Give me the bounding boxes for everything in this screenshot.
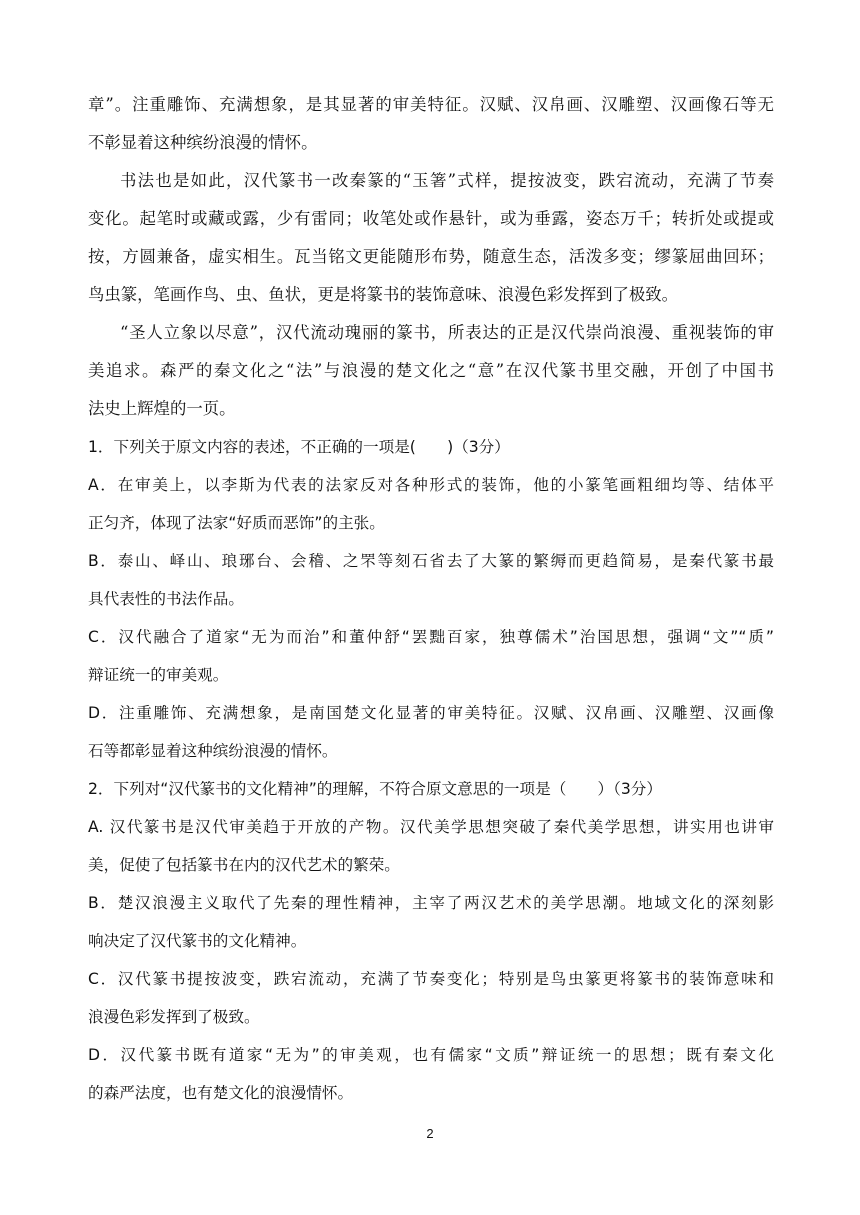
text-line: 不彰显着这种缤纷浪漫的情怀。 — [88, 133, 318, 152]
text-line: 按，方圆兼备，虚实相生。瓦当铭文更能随形布势，随意生态，活泼多变；缪篆屈曲回环； — [88, 247, 774, 266]
question-stem: 1．下列关于原文内容的表述，不正确的一项是( )（3分） — [88, 438, 510, 456]
option-line: A. 汉代篆书是汉代审美趋于开放的产物。汉代美学思想突破了秦代美学思想，讲实用也讲审 — [88, 818, 774, 836]
option-line: 具代表性的书法作品。 — [88, 590, 244, 608]
passage-paragraph-1 — [88, 86, 774, 162]
option-c — [88, 960, 774, 1036]
question-stem: 2．下列对“汉代篆书的文化精神”的理解，不符合原文意思的一项是（ ）（3分） — [88, 780, 662, 798]
text-line: 法史上辉煌的一页。 — [88, 399, 236, 418]
option-line: 正匀齐，体现了法家“好质而恶饰”的主张。 — [88, 514, 385, 532]
option-line: A．在审美上，以李斯为代表的法家反对各种形式的装饰，他的小篆笔画粗细均等、结体平 — [88, 476, 774, 494]
text-line: 美追求。森严的秦文化之“法”与浪漫的楚文化之“意”在汉代篆书里交融，开创了中国书 — [88, 361, 774, 380]
text-line: 变化。起笔时或藏或露，少有雷同；收笔处或作悬针，或为垂露，姿态万千；转折处或提或 — [88, 209, 774, 228]
text-line: 鸟虫篆，笔画作鸟、虫、鱼状，更是将篆书的装饰意味、浪漫色彩发挥到了极致。 — [88, 285, 679, 304]
option-line: 的森严法度，也有楚文化的浪漫情怀。 — [88, 1084, 354, 1102]
option-line: D．汉代篆书既有道家“无为”的审美观，也有儒家“文质”辩证统一的思想；既有秦文化 — [88, 1046, 774, 1064]
text-line: “圣人立象以尽意”，汉代流动瑰丽的篆书，所表达的正是汉代崇尚浪漫、重视装饰的审 — [120, 323, 774, 342]
option-line: B．泰山、峄山、琅琊台、会稽、之罘等刻石省去了大篆的繁缛而更趋简易，是秦代篆书最 — [88, 552, 774, 570]
option-line: C．汉代篆书提按波变，跌宕流动，充满了节奏变化；特别是鸟虫篆更将篆书的装饰意味和 — [88, 970, 774, 988]
option-line: 浪漫色彩发挥到了极致。 — [88, 1008, 260, 1026]
option-line: 辩证统一的审美观。 — [88, 666, 229, 684]
page-number: 2 — [426, 1126, 434, 1141]
option-c — [88, 618, 774, 694]
option-line: B．楚汉浪漫主义取代了先秦的理性精神，主宰了两汉艺术的美学思潮。地域文化的深刻影 — [88, 894, 774, 912]
option-a — [88, 466, 774, 542]
question-2 — [88, 770, 774, 1112]
passage-paragraph-3 — [88, 314, 774, 428]
option-b — [88, 542, 774, 618]
option-a — [88, 808, 774, 884]
option-line: 美，促使了包括篆书在内的汉代艺术的繁荣。 — [88, 856, 400, 874]
option-line: C．汉代融合了道家“无为而治”和董仲舒“罢黜百家，独尊儒术”治国思想，强调“文”“质” — [88, 628, 774, 646]
option-line: 石等都彰显着这种缤纷浪漫的情怀。 — [88, 742, 338, 760]
option-b — [88, 884, 774, 960]
page-content — [88, 86, 774, 1112]
option-line: 响决定了汉代篆书的文化精神。 — [88, 932, 307, 950]
passage-paragraph-2 — [88, 162, 774, 314]
option-d — [88, 694, 774, 770]
text-line: 章”。注重雕饰、充满想象，是其显著的审美特征。汉赋、汉帛画、汉雕塑、汉画像石等无 — [88, 95, 774, 114]
option-d — [88, 1036, 774, 1112]
question-1 — [88, 428, 774, 770]
text-line: 书法也是如此，汉代篆书一改秦篆的“玉箸”式样，提按波变，跌宕流动，充满了节奏 — [120, 171, 774, 190]
option-line: D．注重雕饰、充满想象，是南国楚文化显著的审美特征。汉赋、汉帛画、汉雕塑、汉画像 — [88, 704, 774, 722]
